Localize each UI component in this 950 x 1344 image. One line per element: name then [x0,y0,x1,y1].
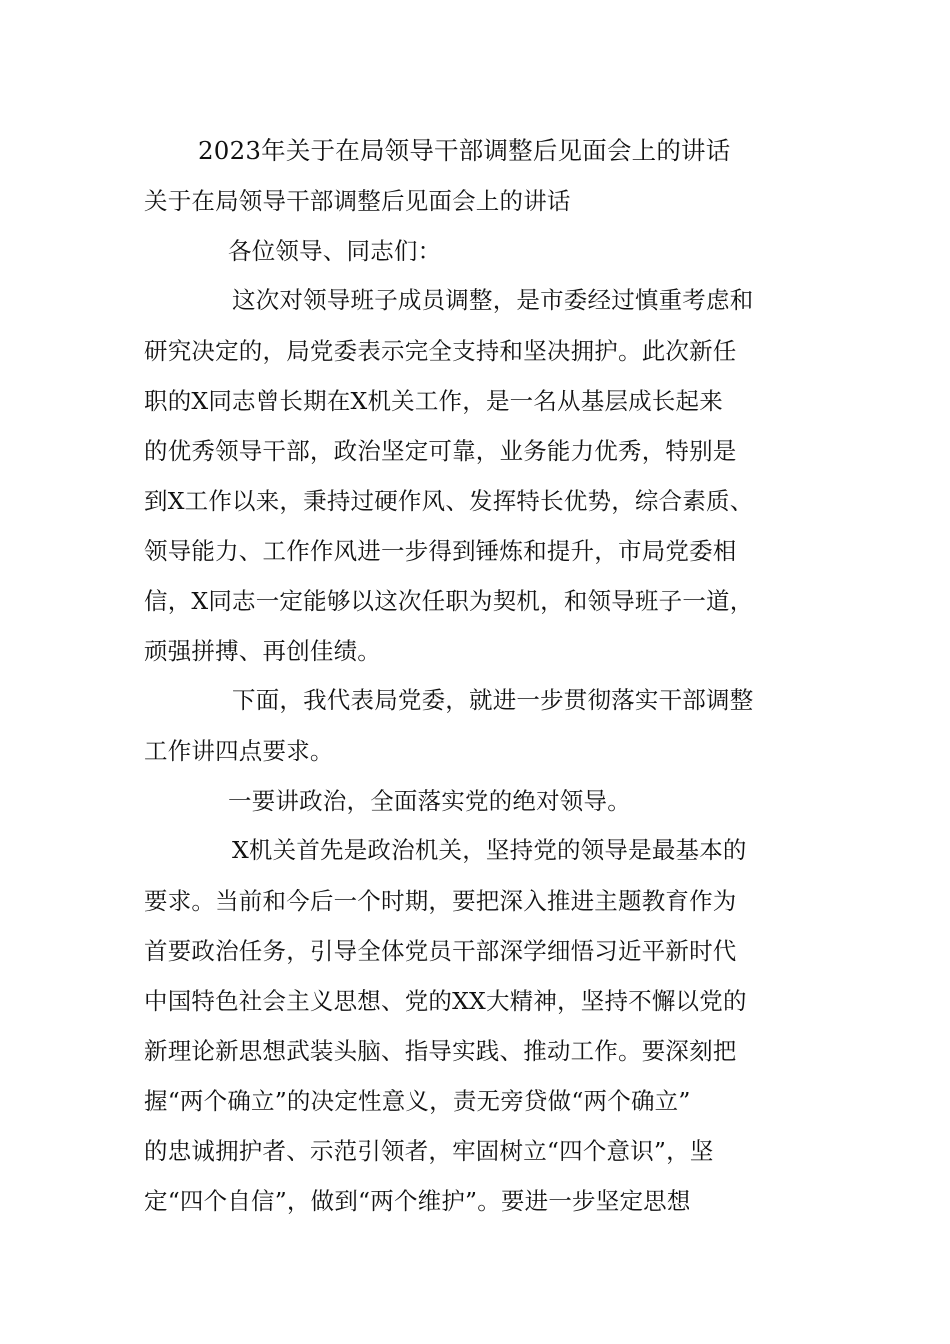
salutation: 各位领导、同志们： [228,237,442,265]
paragraph-line: 要求。当前和今后一个时期，要把深入推进主题教育作为 [144,887,737,915]
paragraph-line: 职的X同志曾长期在X机关工作，是一名从基层成长起来 [144,387,723,415]
paragraph-line: X机关首先是政治机关，坚持党的领导是最基本的 [232,836,747,864]
paragraph-line: 中国特色社会主义思想、党的XX大精神，坚持不懈以党的 [144,987,747,1015]
paragraph-line: 到X工作以来，秉持过硬作风、发挥特长优势，综合素质、 [144,487,754,515]
document-title: 2023年关于在局领导干部调整后见面会上的讲话 [198,136,731,165]
paragraph-line: 首要政治任务，引导全体党员干部深学细悟习近平新时代 [144,937,737,965]
paragraph-line: 新理论新思想武装头脑、指导实践、推动工作。要深刻把 [144,1037,737,1065]
section-heading: 一要讲政治，全面落实党的绝对领导。 [228,787,631,815]
paragraph-line: 定“四个自信”，做到“两个维护”。要进一步坚定思想 [144,1187,691,1215]
paragraph-line: 工作讲四点要求。 [144,737,334,765]
paragraph-line: 领导能力、工作作风进一步得到锤炼和提升，市局党委相 [144,537,737,565]
paragraph-line: 下面，我代表局党委，就进一步贯彻落实干部调整 [232,686,754,714]
document-subtitle: 关于在局领导干部调整后见面会上的讲话 [144,187,571,215]
paragraph-line: 研究决定的，局党委表示完全支持和坚决拥护。此次新任 [144,337,737,365]
paragraph-line: 这次对领导班子成员调整，是市委经过慎重考虑和 [232,286,754,314]
paragraph-line: 的优秀领导干部，政治坚定可靠，业务能力优秀，特别是 [144,437,737,465]
paragraph-line: 的忠诚拥护者、示范引领者，牢固树立“四个意识”，坚 [144,1137,714,1165]
paragraph-line: 握“两个确立”的决定性意义，责无旁贷做“两个确立” [144,1087,691,1115]
paragraph-line: 顽强拼搏、再创佳绩。 [144,637,381,665]
paragraph-line: 信，X同志一定能够以这次任职为契机，和领导班子一道， [144,587,754,615]
